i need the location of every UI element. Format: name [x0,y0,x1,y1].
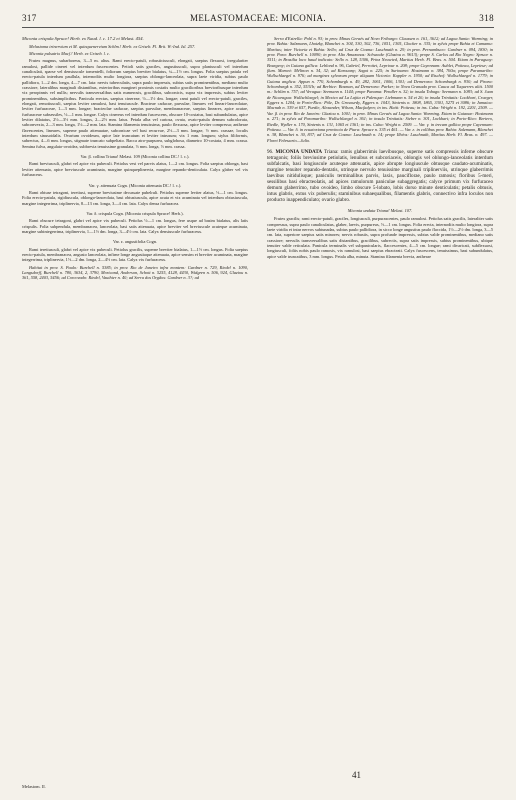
header-rule [22,27,494,28]
species-description: Frutex magnus, subarboreus, 3—5 m. altus. Rami erecto-patuli, robusticiusculi, elongati, saepius flexuosi, irregulariter ramulosi, pallide cinerei vel interdum fuscescentes. Petioli satis graciles, angustiusculi, supra planiusculi vel interdum canaliculati, sparse vel densiuscule tomentelli, foliorum saepius breviter bialatus, ¼—1½ cm. longus. Folia saepius patula vel erecto-patula interdum paullula, internodiis multo longiora, saepius oblongo-lanceolata, supra laete viridia, subtus paulo pallidiora, 1—2 dm. longa, 4—7 cm. lata: nervis tuberculatis, supra paulo impressis, subtus satis prominentibus, mediano multo crassiore, lateralibus marginali distantibus, exterioribus marginei proximis costatis multo gracilioribus brevioribusque interdum vix peropinnis vel nullis; nervulis transversalibus satis numerosis, gracilibus, subconicis, supra vix impressis, subtus leviter prominentibus, subsimplicibus. Panicula erectas, saepius cinereae, ½—1½ dm. longae; rami patuli vel erecto-patuli, graciles, elongati, remotiusculi, saepius leviter ramulosi, basi tenuiuscule. Bracteae caducae, parvulae, lineares vel lineari-lanceolatae, leviter furfuraceae, 1—3 mm. longae; bracteolae caducae, saepius parvulae, membranaceae, saepius lineares, apice acutae, furfuraceae subsessiles, ½—1 mm. longae. Calyx cinereus vel interdum fuscescens, obscure 10-costatus, basi subundulatus, apice leviter dilatatus, 2½—3½ mm. longus, 2—2½ mm. latus. Petala alba vel cariosa, ovata, ovato-patula demum subcolorata, subconvexia, 2—3 mm. longa, 1½—2 mm. lata. Stamina filamenta tenuissima, paulo flexuosa, apice leviter compressa; antherae flavescentes, lineares, superne paulo attenuatae, subconicae vel basi recurvae, 2½—3 mm. longae, ½ mm. crassae, loculis interdum sinusoidalis. Ovarium ovoideum, apice late truncatum et leviter intrusum; vix 1 mm. longum; stylus filiformis, subrectus, 4—6 mm. longus, stigmate truncato subpeltato. Bacca atro-purpurea, subglobosa, diametro 10-costata, 4 mm. crassa. Semina fulva, angulato-ovoidea, subbrevia tenuissime granulata, ⅓ mm. longa, ⅓ mm. crassa. [22,58,248,149]
entry-title: Miconia crispula Spruce! Herb. ex Naud. l. c. 17.2 et Melast. 454. [22,36,144,41]
running-title: MELASTOMACEAE: MICONIA. [189,13,327,23]
variety-delta-heading: Var. δ. crispula Cogn. (Miconia crispula Spruce! Herb.). [86,210,184,216]
right-page-number: 318 [479,13,494,23]
variety-epsilon-text: Rami teretiusculi, glabri vel apice vix pubeculi. Petiolus gracilis, superne breviter bialatus, 1—1½ cm. longus. Folia saepius erecto-patula, membranacea, angusto lanceolata, infirne longe angustiaque attenuata, apice sensim et breviter acuminata, margine integerrima, triplinervia, 1½—2 dm. longa, 2—4½ cm. lata. Calyx vix furfuraceus. [22,246,248,263]
habitat-text: Habitat in prov. S. Paulo: Burchell n. 5385; in prov. Rio de Janeiro infra montem: Gardner n. 729, Riedel n. 1090, Langsdorff, Burchell n. 780, 3634, 2, 3790, Moricand, Anderson, Schott n. 5255, 4128, 4430, Widgren n. 506, 924, Glaziou n. 361, 558, 2403, 5456; ad Corcovado: Riedel, Vauthier n. 40; ad Serra dos Orgãos: Gardner n. 3?; ad [22,264,248,281]
page-number: 317 [22,13,37,23]
variety-epsilon-heading: Var. ε. angustifolia Cogn. [112,239,158,245]
species-author: Triana [324,148,338,155]
species-synonym: Miconia undata Triana! Melast. 107. [347,207,413,213]
variety-beta-heading: Var. β. collina Triana! Melast. 109 (Miconia collina DC.! l. c.). [80,154,190,160]
variety-gamma-heading: Var. γ. attenuata Cogn. (Miconia attenuata DC.! l. c.). [88,182,182,188]
species-name: MICONIA UNDATA [275,148,323,155]
habitat-continuation: Serra d'Estrella: Pohl n. 93; in prov. Minas Geraës ad Novo Friburgo: Claussen n. 161, 3612; ad Lagoa Santa: Warming; in prov. Bahia: Salzmann, Lhotzky, Blanchet n. 304, 330, 302, 736, 1051, 1305, Glocker n. 335; in sylvis prope Bahia et Camamu: Martius; inter Victoria et Bahia: Sello; ad Cruz de Cosma: Luschnath n. 29; in prov. Pernambuco: Gardner n. 094, 1830; in prov. Para: Burchell n. 10090; in prov. Alto Amazonas: Schwacke (Glaziou n. 9613); prope S. Carlos ad Rio Negro: Spruce n. 3511; in Brasilia loco haud indicato: Sello n. 128, 5306, Prinz Neuwied, Martius Herb. Fl. Bras. n. 504. Etiam in Paraguay: Bourgeoy; in Guiana gallica: Leblond n. 96, Gabriel, Perrottet, Lepriour n. 208; prope Cayennam: Aublet, Poiteau, Leprieur; ad flum. Maroni: Mélinon n. 34, 32; ad Karouany; Sagot n. 225; in Surinamo: Hostmann n. 384, 760a; prope Paramaribo: Wullschlaegel n. 976; ad margines sylvarum prope aliquam Victoria: Kappler n. 1950; ad Rischof: Wullschlaegel n. 1779; in Guiana anglica: Appun n. 770, Schomburgk n. 49, 282, 1061, 1006, 1301; ad Demerara: Schomburgk n. 930; ad Pirara: Schomburgk n. 352, 5531b; ad Berbice: Bosman, ad Demerara: Parker; in Nova Granada prov. Cauca ad Tuquerres altit. 1500 m.: Schlim n. 757; ad Veragua: Seemann n. 1144; prope Panama: Pendler n. 32; in insula Tobago: Seemann n. 1083; ad S. Juan de Nicaragua: Wullschlaegel; in Mexico ad La Lajita et Palenque: Liebmann n. 54 et 26; in insula Trinitatis: Lockhart, Crueger, Eggers n. 1204; in Porto-Rico: Pöle, Dr. Grosourdy, Eggers n. 1043, Sintenis n. 1808, 1865, 3301, 5275 et 3086; in Jamaica: Macnab n. 339 et 657, Purdie, Alexander, Wilson, Macfadyen; in ins. Haiti: Poiteau; in ins. Cuba: Wright n. 192, 2201, 2509. — Var. β. in prov. Rio de Janeiro: Glaziou n. 1001; in prov. Minas Geraës ad Lagoa Santa: Warming. Etiam in Guianae: Hostmann n. 271; in sylvis ad Paramaribo: Wullschlaegel n. 361; in insula Trinitatis: Sieber n. 301, Lockhart; in Porto-Rico: Bertero, Riedle, Wydler n. 170, Sintenis n. 131, 1065 et 1361; in ins. Cuba: Wright n. 2509. — Var. γ. in trecam gallica prope Cayennam: Poiteau. — Var. δ. in ecuatoriana provincia de Piura: Spruce n. 335 et 461. — Var. ε. in collibus prov. Bahia: Salzmann, Blanchet n. 38, Blanchet n. 30, 837; ad Cruz de Cosma: Luschnath n. 14; prope Ilhéos: Luschnath, Martius Herb. Fl. Bras. n. 497. — Floret Februario—Julio. [267,36,493,143]
synonym-2: Miconia pulsatrix Macf.! Herb. ex Griseb. l. c. [29,50,111,56]
running-header [22,13,494,27]
species-diagnosis: : ramis glaberrimis laevibusque, superne satis compressis inferne obscure tetragonis; foliis breviusime petiolatis, lenuibus et subcoriaceis, oblongis vel oblongo-lanceolatis interdum subfalcatis, basi longiuscule acuteque attenuatis, apice abrupte longiuscule obtusque caudato-acuminatis, margine tenuiter repando-dentatis, utrinque nervulo tenuissime marginali triplinerviis, utrinque glaberrimis laevibus nitidulisque; paniculis terminalibus parvis, laxis, pauciflorae, paulo ramosis; floribus 5-meri, sessilibus basi ebracteolatis, ad apices ramulorum paniculae subaggregatis; calyce primum vix furfuraceo demum glaberrimo, tubo ovoideo, limbo obscure 5-lobato, lobis dorso minute denticulatis; petalis obtusis, intus glabris, extus vix puberulis; staminibus subaequalibus, filamentis glabris, connectivo infra loculos non producto inappendiculato; ovario glabro. [267,148,493,203]
left-column [22,36,248,782]
variety-gamma-text: Rami obtuse tetragoni, teretiusi, superne breviusime decussate pubelruli. Petiolus superne leviter alatus, ½—1 cm. longus. Folia erecto-patula, rigidiuscula, oblongo-lanceolata, basi obtusiuscula, apice acuta et vix acuminata vel interdum obtusiuscula, margine integerrima, triplinervia, 8—13 cm. longa, 3—4 cm. lata. Calyx densa furfuracea. [22,189,248,206]
signature-mark: 41 [352,770,361,780]
footer-note: Melastom. II. [22,784,46,789]
species-number: 96. [267,148,274,155]
variety-beta-text: Rami breviusculi, glabri vel apice vix pubeculi. Petiolus vesi vel parvis alatus, 1—2 cm. longus. Folia saepius oblonga, basi leviter attenuata, apice breviuscule acuminata, margine quinqueplinervia, margine repando-denticulata. Calyx glaber vel vix furfuraceus. [22,161,248,178]
synonym-1: Melastoma trinervium et M. quinquenervium Schlm.! Herb. ex Griseb. Fl. Brit. W.-Ind. Isl. 257. [29,43,196,49]
species-heading [267,149,493,203]
species-description-2: Frutex gracilis; rami erecto-patuli, graciles, longiusculi, purpurascentes, paulo ramulosi. Petiolus satis gracilis, lateraliter satis compressus, supra paulo canaliculatus, glaber, laevis, purpureus, ½—1 cm. longus. Folia erecta, internodiis multo longiora, supra laete viridia et intar nervos subtunadas, subtus paulo pallidiora, in sicco longe angustius paulo flaccida, 1½—2½ dm. longa, 3—5 cm. lata, superiore saepius satis minores; nervis robustis, supra profunde impressis, subtus valde prominentibus, mediano satis crassiore; nervulis transversalibus satis distantibus, gracilibus, subrectis, supra satis impressis, subtus prominentibus, ubique tenuiter valde reticulata. Panicula terminalis vel subpanicularis, flaccescentes, 4—5 cm. longae; rami divaricati, subflexuosi, longiusculi, foliis nobis paulo ramosis, vix ramulosi, basi saepius ebracteati. Calyx fuscescens, tenuissimus, basi subundulatus, apice valde truncatibus, 3 mm. longus. Petala alba, minuta. Stamina filamenta brevia, antherae [267,216,493,259]
variety-delta-text: Rami obscure tetragoni, glabri vel apice vix pubeculi. Petiolus ½—1 cm. longus, fere usque ad basim bialatus, alis latis crispulis. Folia subpendula, membranacea, lanceolata, basi satis attenuata, apice breviter vel breviuscule acuteque acuminata, margine subintegerrima, triplinervia, 1—1½ dm. longa, 3—4½ cm. lata. Calyx densiuscule furfuraceus. [22,218,248,234]
right-column [267,36,493,754]
